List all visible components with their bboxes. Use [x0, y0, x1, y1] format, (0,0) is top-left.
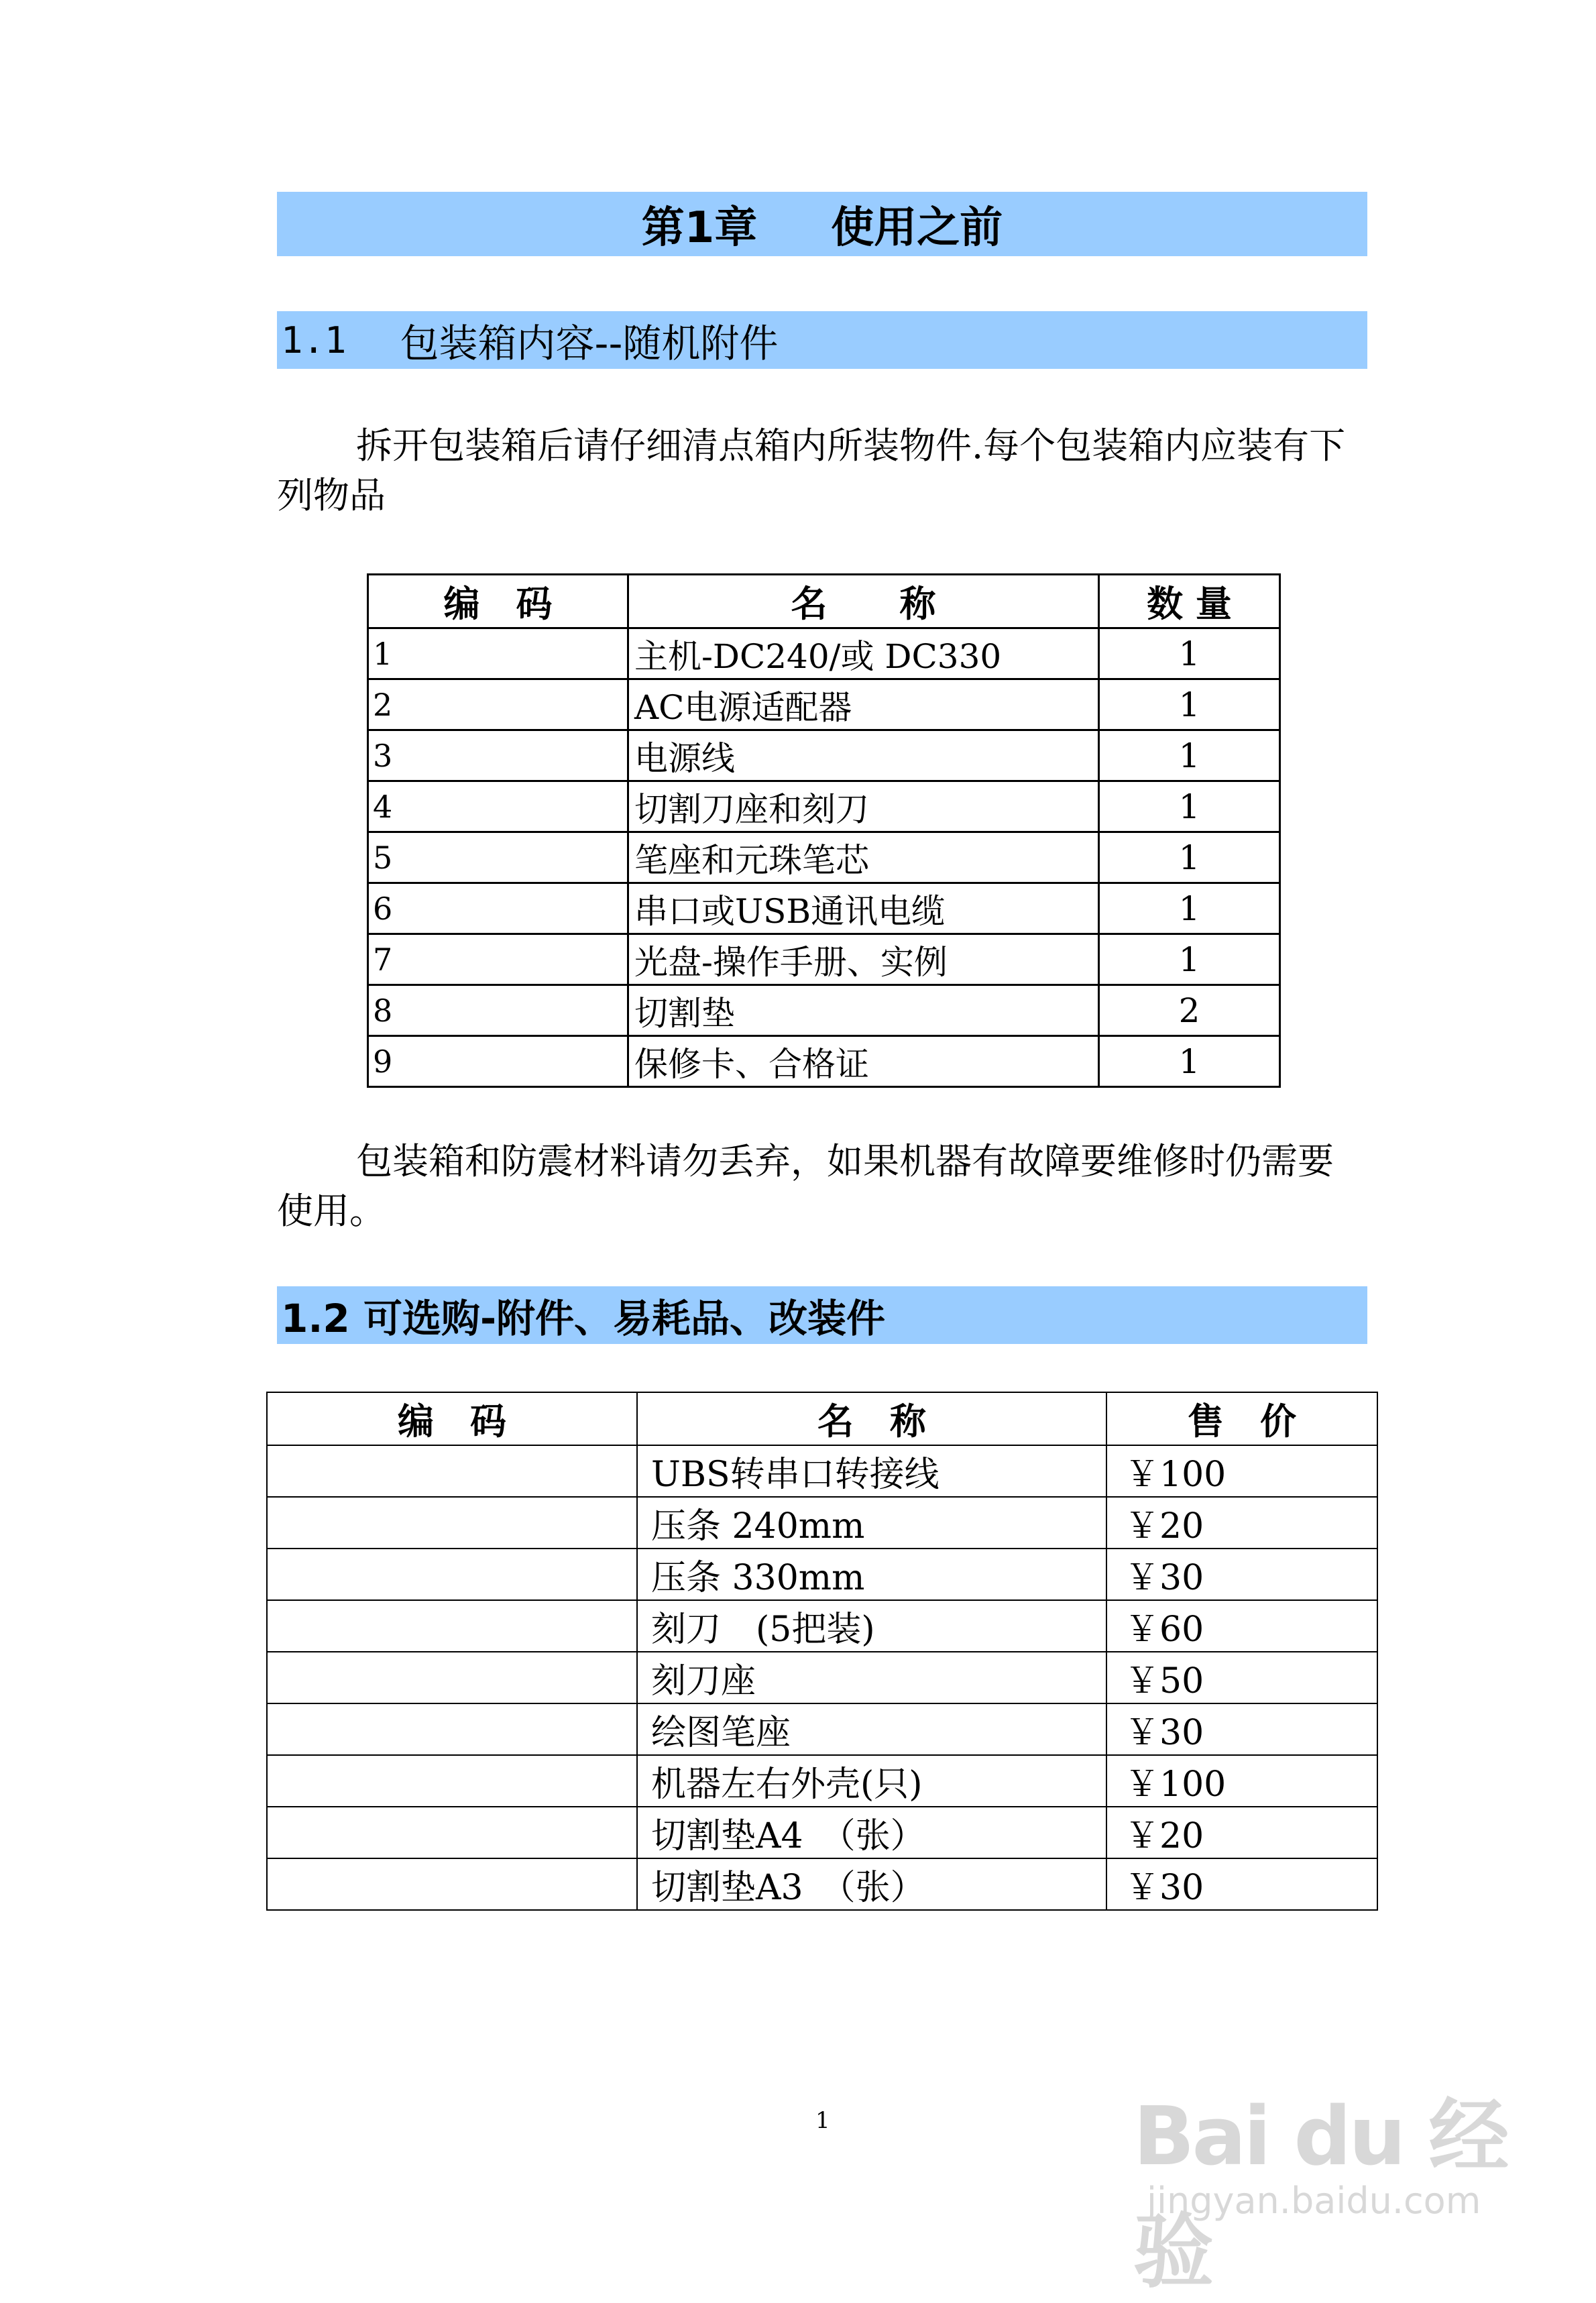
cell-name: 刻刀座: [637, 1652, 1106, 1703]
cell-price: ￥30: [1106, 1858, 1377, 1910]
cell-code: [267, 1652, 637, 1703]
cell-code: [267, 1497, 637, 1549]
cell-name: 切割垫: [628, 985, 1099, 1036]
cell-price: ￥100: [1106, 1445, 1377, 1497]
cell-name: 切割垫A3 （张）: [637, 1858, 1106, 1910]
keep-packaging-paragraph: 包装箱和防震材料请勿丢弃，如果机器有故障要维修时仍需要使用。: [277, 1140, 1334, 1232]
cell-code: 5: [368, 832, 628, 883]
cell-code: [267, 1549, 637, 1600]
cell-price: ￥100: [1106, 1755, 1377, 1807]
table-row: [368, 730, 1280, 781]
cell-code: 8: [368, 985, 628, 1036]
optional-parts-table: [266, 1392, 1378, 1911]
chapter-title: 使用之前: [831, 203, 1003, 253]
cell-name: 光盘-操作手册、实例: [628, 934, 1099, 985]
cell-code: 2: [368, 679, 628, 730]
cell-price: ￥20: [1106, 1807, 1377, 1858]
cell-qty: 1: [1099, 628, 1280, 679]
chapter-heading: [277, 192, 1367, 256]
watermark-brand: Bai du 经验: [1133, 2090, 1507, 2299]
header-price: 售 价: [1106, 1392, 1377, 1445]
header-qty: 数 量: [1099, 575, 1280, 628]
cell-name: 压条 330mm: [637, 1549, 1106, 1600]
table-row: [267, 1652, 1377, 1703]
cell-code: 7: [368, 934, 628, 985]
cell-name: AC电源适配器: [628, 679, 1099, 730]
cell-code: [267, 1600, 637, 1652]
cell-name: 笔座和元珠笔芯: [628, 832, 1099, 883]
section-heading-1-1: [277, 311, 1367, 369]
cell-price: ￥20: [1106, 1497, 1377, 1549]
table-row: [368, 1036, 1280, 1087]
cell-qty: 1: [1099, 679, 1280, 730]
cell-name: 保修卡、合格证: [628, 1036, 1099, 1087]
table-row: [368, 679, 1280, 730]
table-header-row: [267, 1392, 1377, 1445]
table-row: [267, 1755, 1377, 1807]
header-code: 编 码: [368, 575, 628, 628]
cell-code: [267, 1755, 637, 1807]
cell-code: [267, 1703, 637, 1755]
cell-code: 4: [368, 781, 628, 832]
chapter-number: 第1章: [641, 203, 758, 253]
cell-qty: 1: [1099, 781, 1280, 832]
header-name: 名 称: [628, 575, 1099, 628]
table-row: [267, 1600, 1377, 1652]
table-header-row: [368, 575, 1280, 628]
cell-name: 切割垫A4 （张）: [637, 1807, 1106, 1858]
cell-price: ￥60: [1106, 1600, 1377, 1652]
cell-qty: 1: [1099, 1036, 1280, 1087]
cell-name: 压条 240mm: [637, 1497, 1106, 1549]
table-row: [267, 1497, 1377, 1549]
section-title: 1.2 可选购-附件、易耗品、改装件: [281, 1296, 886, 1341]
cell-name: 串口或USB通讯电缆: [628, 883, 1099, 934]
table-row: [267, 1858, 1377, 1910]
table-row: [368, 883, 1280, 934]
cell-code: 1: [368, 628, 628, 679]
cell-code: 6: [368, 883, 628, 934]
cell-name: 机器左右外壳(只): [637, 1755, 1106, 1807]
cell-code: [267, 1858, 637, 1910]
cell-qty: 1: [1099, 934, 1280, 985]
section-heading-1-2: [277, 1286, 1367, 1344]
cell-name: 主机-DC240/或 DC330: [628, 628, 1099, 679]
cell-price: ￥30: [1106, 1703, 1377, 1755]
watermark-site: jingyan.baidu.com: [1147, 2180, 1481, 2222]
section-title: 包装箱内容--随机附件: [400, 321, 779, 366]
cell-qty: 1: [1099, 730, 1280, 781]
cell-price: ￥50: [1106, 1652, 1377, 1703]
section-number: 1.1: [281, 319, 347, 361]
cell-qty: 1: [1099, 883, 1280, 934]
baidu-watermark: [1133, 2032, 1509, 2299]
cell-name: 绘图笔座: [637, 1703, 1106, 1755]
package-contents-table: [367, 573, 1281, 1088]
table-row: [267, 1445, 1377, 1497]
cell-name: 切割刀座和刻刀: [628, 781, 1099, 832]
intro-paragraph: 拆开包装箱后请仔细清点箱内所装物件.每个包装箱内应装有下列物品: [277, 425, 1346, 516]
cell-price: ￥30: [1106, 1549, 1377, 1600]
table-row: [368, 832, 1280, 883]
cell-code: [267, 1445, 637, 1497]
page-number: 1: [815, 2107, 830, 2134]
cell-code: [267, 1807, 637, 1858]
cell-name: 电源线: [628, 730, 1099, 781]
table-row: [368, 934, 1280, 985]
cell-name: 刻刀 (5把装): [637, 1600, 1106, 1652]
cell-qty: 1: [1099, 832, 1280, 883]
table-row: [267, 1703, 1377, 1755]
cell-code: 3: [368, 730, 628, 781]
cell-code: 9: [368, 1036, 628, 1087]
table-row: [267, 1807, 1377, 1858]
cell-qty: 2: [1099, 985, 1280, 1036]
table-row: [368, 781, 1280, 832]
header-code: 编 码: [267, 1392, 637, 1445]
cell-name: UBS转串口转接线: [637, 1445, 1106, 1497]
table-row: [368, 628, 1280, 679]
table-row: [368, 985, 1280, 1036]
header-name: 名 称: [637, 1392, 1106, 1445]
table-row: [267, 1549, 1377, 1600]
